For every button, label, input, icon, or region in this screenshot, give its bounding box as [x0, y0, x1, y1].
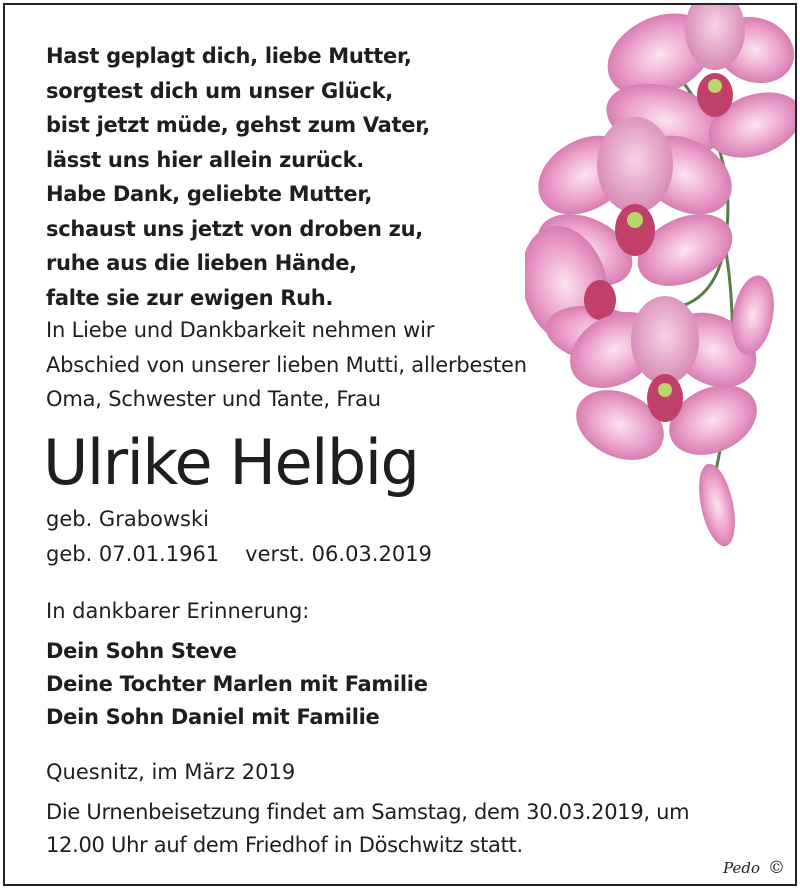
poem-line: schaust uns jetzt von droben zu, [46, 216, 423, 241]
burial-notice [46, 796, 689, 862]
intro-text [46, 313, 527, 417]
poem-line: bist jetzt müde, gehst zum Vater, [46, 113, 430, 137]
orchid-flower-image [525, 5, 797, 565]
memory-heading: In dankbarer Erinnerung: [46, 599, 310, 623]
burial-line: 12.00 Uhr auf dem Friedhof in Döschwitz statt. [46, 833, 523, 857]
intro-line: Abschied von unserer lieben Mutti, allerbesten [46, 352, 527, 377]
copyright-icon: © [768, 858, 785, 878]
burial-line: Die Urnenbeisetzung findet am Samstag, dem 30.03.2019, um [46, 800, 690, 824]
death-date: verst. 06.03.2019 [245, 542, 432, 566]
family-member: Dein Sohn Daniel mit Familie [46, 705, 380, 729]
intro-line: Oma, Schwester und Tante, Frau [46, 387, 381, 411]
poem [46, 39, 430, 315]
intro-line: In Liebe und Dankbarkeit nehmen wir [46, 318, 435, 342]
signature-text: Pedo [723, 859, 760, 877]
obituary-notice [3, 3, 797, 886]
poem-line: falte sie zur ewigen Ruh. [46, 285, 334, 310]
deceased-name: Ulrike Helbig [43, 426, 419, 499]
family-list [46, 635, 428, 734]
publisher-signature [723, 858, 785, 878]
family-member: Deine Tochter Marlen mit Familie [46, 672, 428, 696]
family-member: Dein Sohn Steve [46, 639, 237, 663]
poem-line: lässt uns hier allein zurück. [46, 147, 364, 172]
poem-line: sorgtest dich um unser Glück, [46, 78, 393, 103]
birth-date: geb. 07.01.1961 [46, 542, 220, 566]
poem-line: Habe Dank, geliebte Mutter, [46, 182, 372, 206]
poem-line: Hast geplagt dich, liebe Mutter, [46, 44, 412, 68]
life-dates [46, 539, 432, 569]
maiden-name: geb. Grabowski [46, 507, 209, 531]
place-date: Quesnitz, im März 2019 [46, 760, 296, 784]
poem-line: ruhe aus die lieben Hände, [46, 251, 357, 275]
